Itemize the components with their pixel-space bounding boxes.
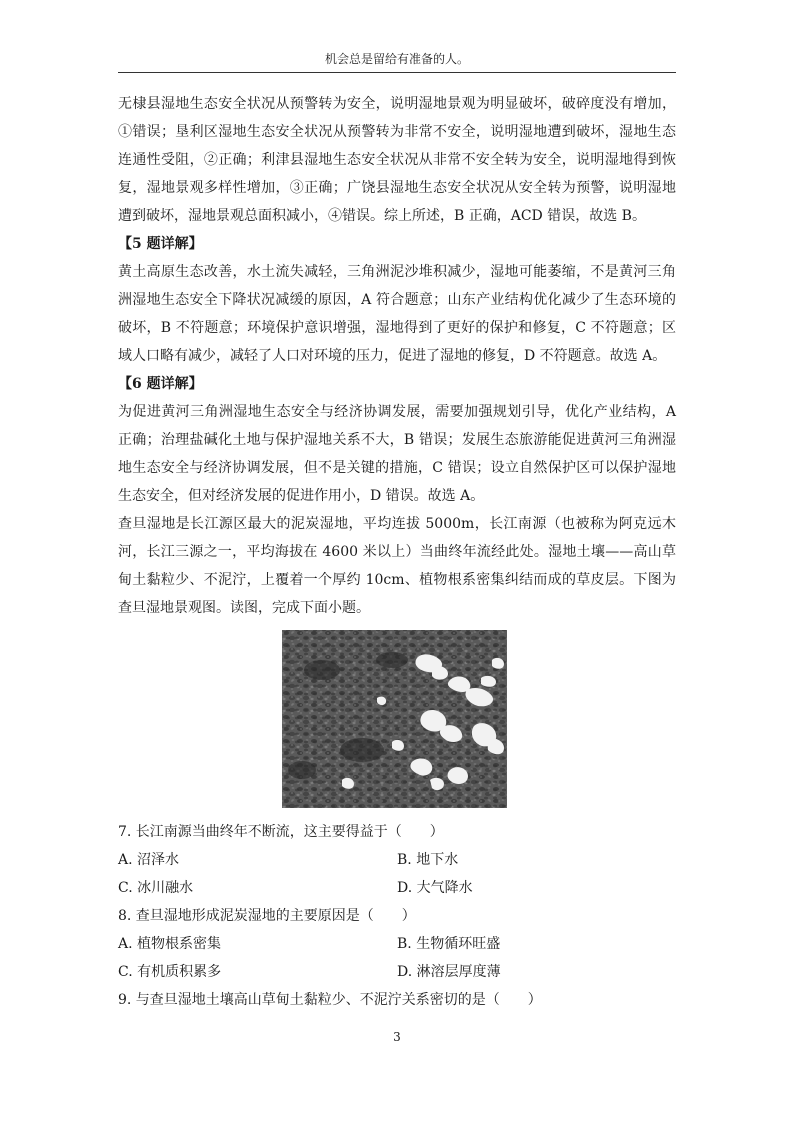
section-heading-6: 【6 题详解】 [118,376,203,392]
question-8-option-c: C. 有机质积累多 [118,964,222,980]
question-8-options-row-1 [118,930,676,958]
wetland-landscape-photo-icon [282,630,507,808]
question-7-stem: 7. 长江南源当曲终年不断流，这主要得益于（ ） [118,824,444,840]
question-7-option-d: D. 大气降水 [397,880,473,896]
question-7-option-b: B. 地下水 [397,852,459,868]
header-divider [118,72,676,73]
wetland-landscape-figure [282,630,507,808]
page-body [118,90,676,622]
question-intro: 查旦湿地是长江源区最大的泥炭湿地，平均连拔 5000m，长江南源（也被称为阿克远木河，长江三源之一，平均海拔在 4600 米以上）当曲终年流经此处。湿地土壤——高山草甸土黏粒少、不泥泞，上覆着一个厚约 10cm、植物根系密集纠结而成的草皮层。下图为查旦湿地景观图。读图，完成下面小题。 [118,516,676,616]
page-header: 机会总是留给有准备的人。 [324,52,469,66]
question-7-options-row-2 [118,874,676,902]
question-9-stem: 9. 与查旦湿地土壤高山草甸土黏粒少、不泥泞关系密切的是（ ） [118,992,542,1008]
page-number: 3 [393,1030,401,1044]
answer-paragraph-5: 黄土高原生态改善，水土流失减轻，三角洲泥沙堆积减少，湿地可能萎缩，不是黄河三角洲湿地生态安全下降状况减缓的原因，A 符合题意；山东产业结构优化减少了生态环境的破坏，B 不符题意；环境保护意识增强，湿地得到了更好的保护和修复，C 不符题意；区域人口略有减少，减轻了人口对环境的压力，促进了湿地的修复，D 不符题意。故选 A。 [118,264,676,364]
question-8-option-d: D. 淋溶层厚度薄 [397,964,501,980]
section-heading-5: 【5 题详解】 [118,236,203,252]
question-list [118,818,676,1014]
question-8-option-a: A. 植物根系密集 [118,936,222,952]
answer-paragraph-6: 为促进黄河三角洲湿地生态安全与经济协调发展，需要加强规划引导，优化产业结构，A 正确；治理盐碱化土地与保护湿地关系不大，B 错误；发展生态旅游能促进黄河三角洲湿地生态安全与经济协调发展，但不是关键的措施，C 错误；设立自然保护区可以保护湿地生态安全，但对经济发展的促进作用小，D 错误。故选 A。 [118,404,676,504]
answer-paragraph-4: 无棣县湿地生态安全状况从预警转为安全，说明湿地景观为明显破坏，破碎度没有增加，①错误；垦利区湿地生态安全状况从预警转为非常不安全，说明湿地遭到破坏，湿地生态连通性受阻，②正确；利津县湿地生态安全状况从非常不安全转为安全，说明湿地得到恢复，湿地景观多样性增加，③正确；广饶县湿地生态安全状况从安全转为预警，说明湿地遭到破坏，湿地景观总面积减小，④错误。综上所述，B 正确，ACD 错误，故选 B。 [118,96,676,224]
question-7-options-row-1 [118,846,676,874]
question-7-option-a: A. 沼泽水 [118,852,180,868]
question-8-option-b: B. 生物循环旺盛 [397,936,501,952]
question-8-options-row-2 [118,958,676,986]
question-7-option-c: C. 冰川融水 [118,880,194,896]
question-8-stem: 8. 查旦湿地形成泥炭湿地的主要原因是（ ） [118,908,416,924]
